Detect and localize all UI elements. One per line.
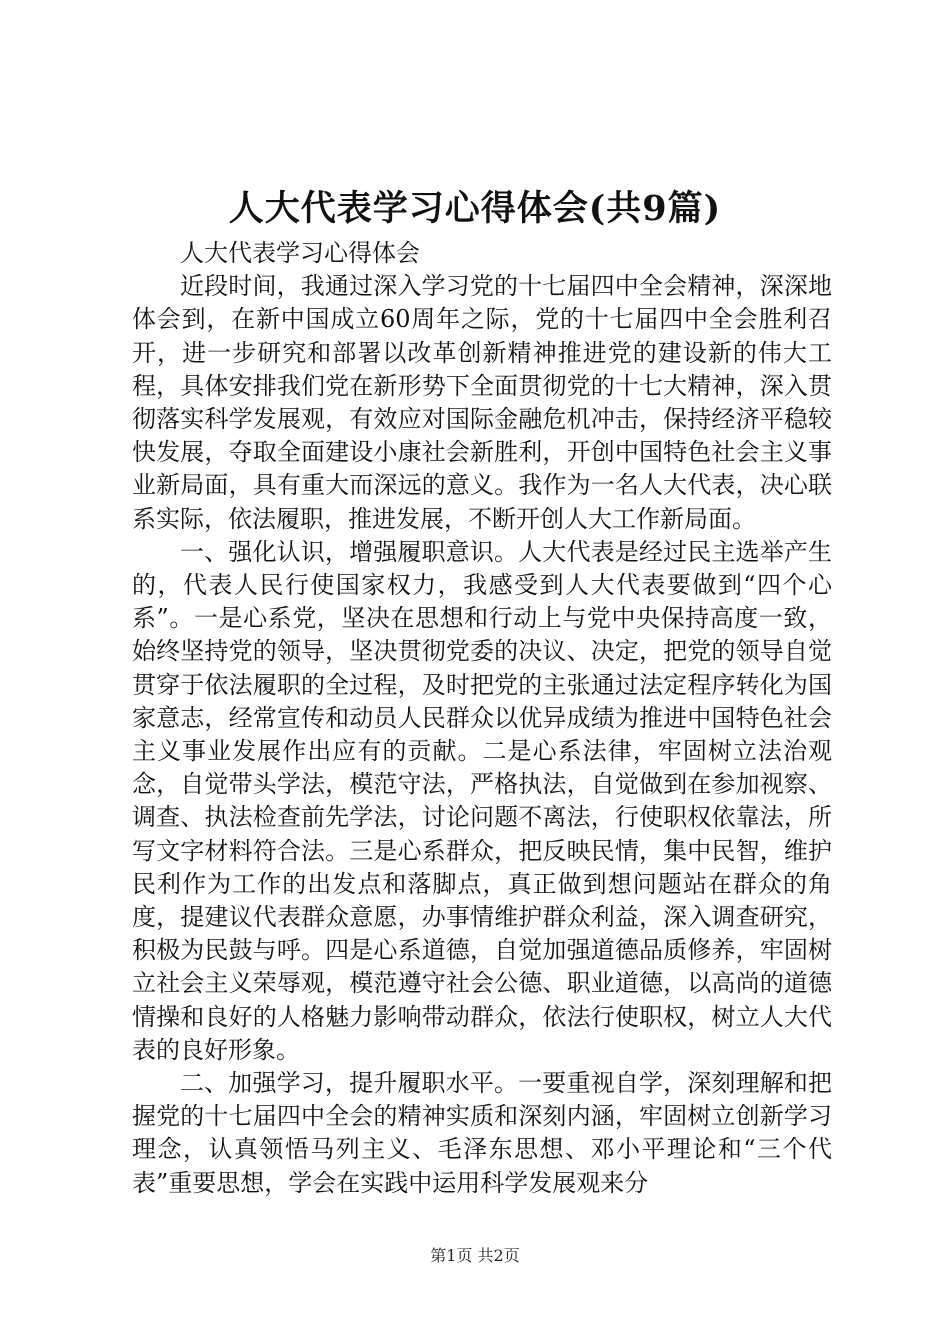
page-title: 人大代表学习心得体会(共9篇) [228,188,722,229]
paragraph-intro: 近段时间，我通过深入学习党的十七届四中全会精神，深深地体会到，在新中国成立60周年之际，党的十七届四中全会胜利召开，进一步研究和部署以改革创新精神推进党的建设新的伟大工程，具体安排我们党在新形势下全面贯彻党的十七大精神，深入贯彻落实科学发展观，有效应对国际金融危机冲击，保持经济平稳较快发展，夺取全面建设小康社会新胜利，开创中国特色社会主义事业新局面，具有重大而深远的意义。我作为一名人大代表，决心联系实际，依法履职，推进发展，不断开创人大工作新局面。 [132,272,832,533]
subtitle: 人大代表学习心得体会 [180,239,420,267]
paragraph-section-1: 一、强化认识，增强履职意识。人大代表是经过民主选举产生的，代表人民行使国家权力，我感受到人大代表要做到“四个心系”。一是心系党，坚决在思想和行动上与党中央保持高度一致，始终坚持党的领导，坚决贯彻党委的决议、决定，把党的领导自觉贯穿于依法履职的全过程，及时把党的主张通过法定程序转化为国家意志，经常宣传和动员人民群众以优异成绩为推进中国特色社会主义事业发展作出应有的贡献。二是心系法律，牢固树立法治观念，自觉带头学法，模范守法，严格执法，自觉做到在参加视察、调查、执法检查前先学法，讨论问题不离法，行使职权依靠法，所写文字材料符合法。三是心系群众，把反映民情，集中民智，维护民利作为工作的出发点和落脚点，真正做到想问题站在群众的角度，提建议代表群众意愿，办事情维护群众利益，深入调查研究，积极为民鼓与呼。四是心系道德，自觉加强道德品质修养，牢固树立社会主义荣辱观，模范遵守社会公德、职业道德，以高尚的道德情操和良好的人格魅力影响带动群众，依法行使职权，树立人大代表的良好形象。 [132,537,832,1064]
paragraph-section-2: 二、加强学习，提升履职水平。一要重视自学，深刻理解和把握党的十七届四中全会的精神实质和深刻内涵，牢固树立创新学习理念，认真领悟马列主义、毛泽东思想、邓小平理论和“三个代表”重要思想，学会在实践中运用科学发展观来分 [132,1069,832,1197]
page-footer: 第1页 共2页 [430,1246,520,1265]
document-body [132,237,832,1200]
